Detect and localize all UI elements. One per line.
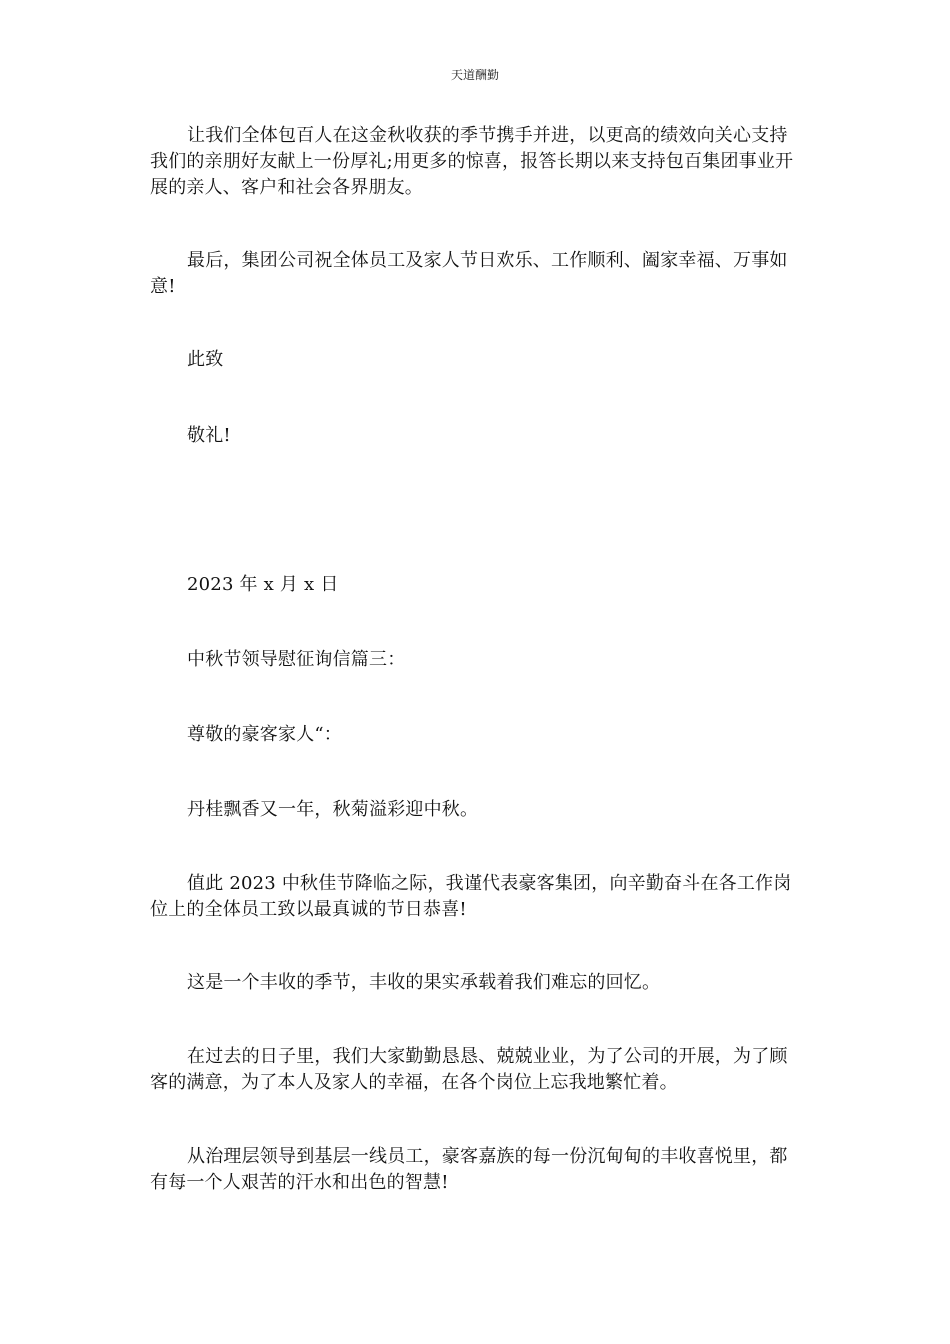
paragraph-everyone: 从治理层领导到基层一线员工，豪客嘉族的每一份沉甸甸的丰收喜悦里，都有每一个人艰苦的汗水和出色的智慧! xyxy=(150,1146,788,1193)
paragraph-cizhi: 此致 xyxy=(187,349,224,370)
paragraph-closing-wish: 让我们全体包百人在这金秋收获的季节携手并进，以更高的绩效向关心支持我们的亲朋好友献上一份厚礼;用更多的惊喜，报答长期以来支持包百集团事业开展的亲人、客户和社会各界朋友。 xyxy=(150,125,794,198)
paragraph-date: 2023 年 x 月 x 日 xyxy=(187,574,339,595)
paragraph-salutation: 尊敬的豪客家人“： xyxy=(187,724,343,745)
section-title: 中秋节领导慰征询信篇三： xyxy=(187,649,406,670)
paragraph-past-days: 在过去的日子里，我们大家勤勤恳恳、兢兢业业，为了公司的开展，为了顾客的满意，为了本人及家人的幸福，在各个岗位上忘我地繁忙着。 xyxy=(150,1046,788,1093)
paragraph-opening: 丹桂飘香又一年，秋菊溢彩迎中秋。 xyxy=(187,799,479,820)
paragraph-harvest: 这是一个丰收的季节，丰收的果实承载着我们难忘的回忆。 xyxy=(187,972,661,993)
paragraph-jingli: 敬礼! xyxy=(187,425,231,446)
paragraph-final-blessing: 最后，集团公司祝全体员工及家人节日欢乐、工作顺利、阖家幸福、万事如意! xyxy=(150,250,788,297)
paragraph-greetings: 值此 2023 中秋佳节降临之际，我谨代表豪客集团，向辛勤奋斗在各工作岗位上的全体员工致以最真诚的节日恭喜! xyxy=(150,873,792,920)
page-header: 天道酬勤 xyxy=(450,68,499,82)
